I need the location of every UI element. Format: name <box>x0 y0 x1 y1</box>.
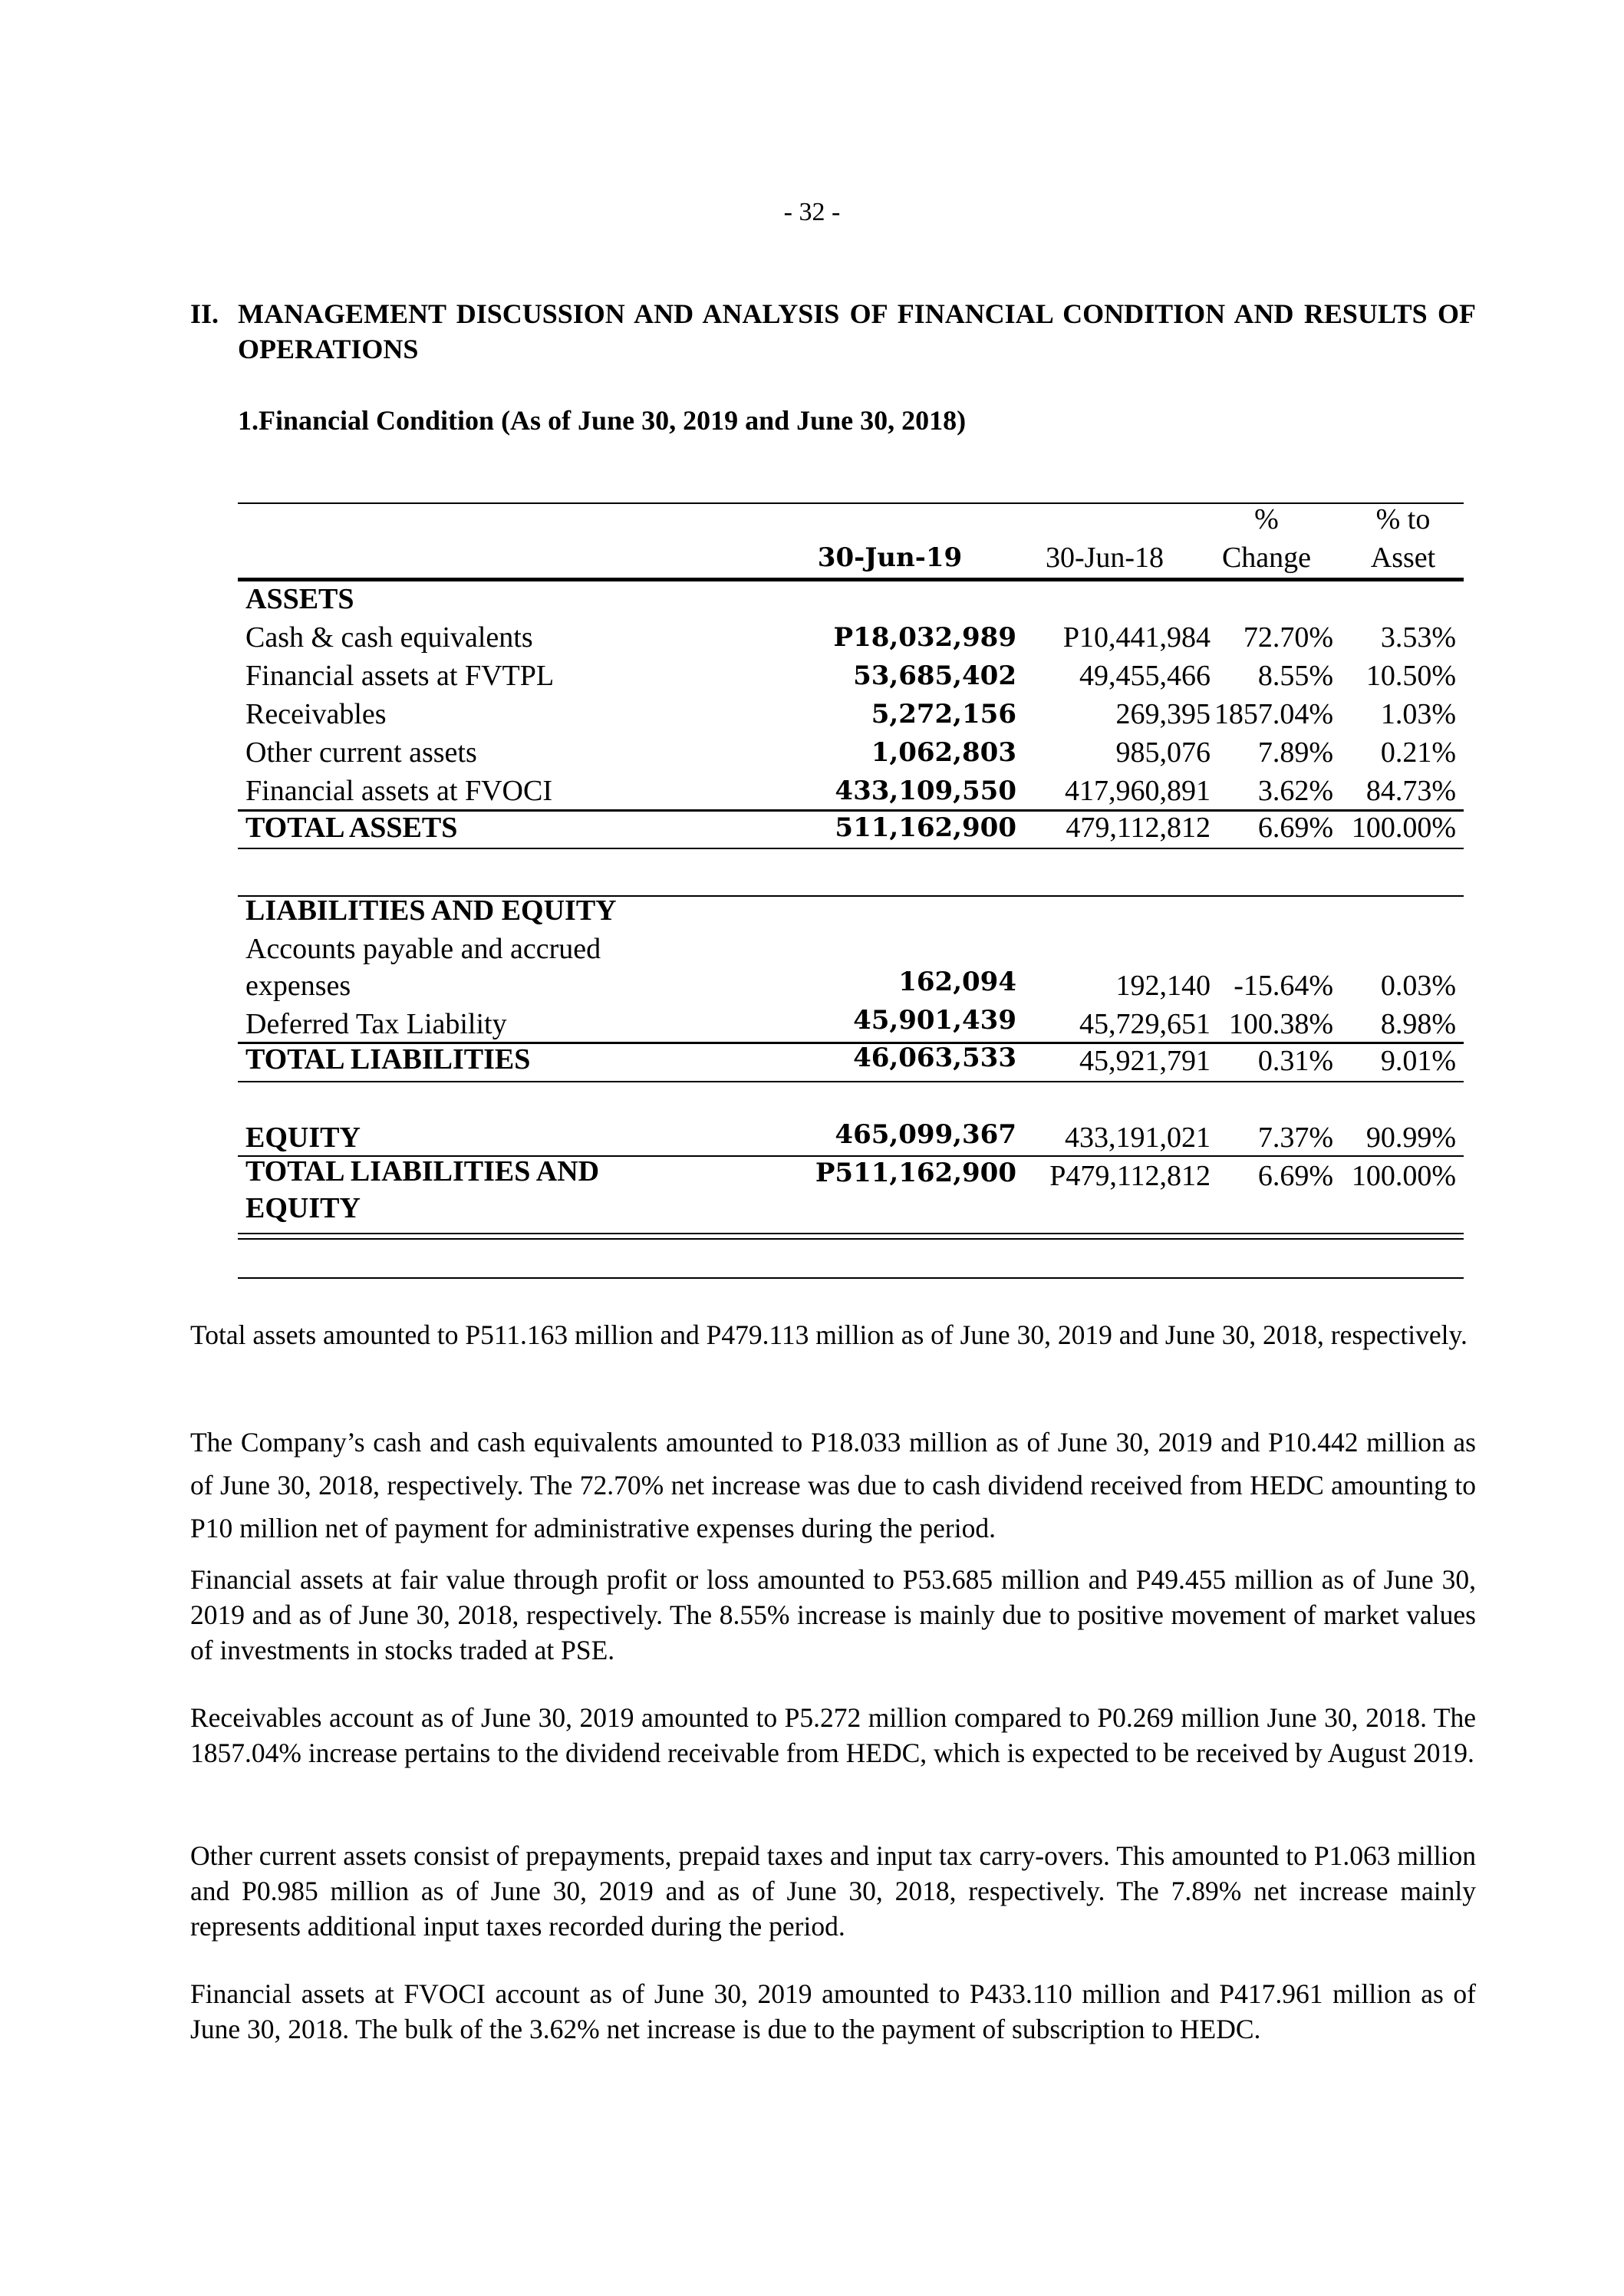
accounts-payable-change: -15.64% <box>1234 970 1333 1002</box>
total-assets-to-asset: 100.00% <box>1351 812 1456 844</box>
asset-row-label: Receivables <box>245 698 387 730</box>
paragraph-total-assets: Total assets amounted to P511.163 million and P479.113 million as of June 30, 2019 and June 30, 2018, respectively. <box>190 1319 1468 1350</box>
total-liab-equity-2019: P511,162,900 <box>815 1158 1016 1188</box>
section-heading <box>190 296 1476 367</box>
total-assets-rule <box>238 848 1464 849</box>
asset-row-change: 7.89% <box>1257 736 1333 769</box>
asset-row-2018: 49,455,466 <box>1079 660 1211 692</box>
deferred-tax-2018: 45,729,651 <box>1079 1008 1211 1040</box>
asset-row-label: Cash & cash equivalents <box>245 621 533 654</box>
equity-2018: 433,191,021 <box>1065 1122 1211 1154</box>
total-assets-2018: 479,112,812 <box>1066 812 1211 844</box>
deferred-tax-2019: 45,901,439 <box>853 1005 1016 1036</box>
equity-change: 7.37% <box>1257 1122 1333 1154</box>
header-30-jun-18: 30-Jun-18 <box>1045 542 1164 574</box>
total-liab-equity-to-asset: 100.00% <box>1351 1160 1456 1192</box>
paragraph-fvoci: Financial assets at FVOCI account as of June 30, 2019 amounted to P433.110 million and P417.961 million as of June 30, 2018. The bulk of the 3.62% net increase is due to the payment of subscription to HEDC. <box>190 1978 1476 2044</box>
total-liabilities-change: 0.31% <box>1257 1045 1333 1077</box>
deferred-tax-label: Deferred Tax Liability <box>245 1008 507 1040</box>
section-number: II. <box>190 298 219 329</box>
paragraph-receivables: Receivables account as of June 30, 2019 amounted to P5.272 million compared to P0.269 million June 30, 2018. The 1857.04% increase pertains to the dividend receivable from HEDC, which is expected to be received by August 2019. <box>190 1702 1476 1768</box>
accounts-payable-2018: 192,140 <box>1115 970 1211 1002</box>
section-title: MANAGEMENT DISCUSSION AND ANALYSIS OF FINANCIAL CONDITION AND RESULTS OF OPERATIONS <box>238 298 1476 364</box>
header-pct-to-asset-line1: % to <box>1375 503 1431 535</box>
asset-row-to-asset: 84.73% <box>1365 775 1456 807</box>
asset-row-2019: 5,272,156 <box>871 699 1016 730</box>
asset-row-change: 72.70% <box>1243 621 1333 654</box>
subsection-title: 1.Financial Condition (As of June 30, 2019 and June 30, 2018) <box>238 405 967 436</box>
grand-total-double-rule-top <box>238 1233 1464 1234</box>
header-pct-change-line2: Change <box>1221 542 1312 574</box>
liabilities-equity-heading: LIABILITIES AND EQUITY <box>245 894 617 927</box>
total-liab-equity-2018: P479,112,812 <box>1049 1160 1211 1192</box>
asset-row-label: Financial assets at FVTPL <box>245 660 555 692</box>
asset-row-to-asset: 3.53% <box>1380 621 1456 654</box>
asset-row-2018: P10,441,984 <box>1062 621 1211 654</box>
table-bottom-rule <box>238 1277 1464 1279</box>
paragraph-cash: The Company’s cash and cash equivalents amounted to P18.033 million as of June 30, 2019 and P10.442 million as of June 30, 2018, respectively. The 72.70% net increase was due to cash dividend received from HEDC amounting to P10 million net of payment for administrative expenses during the period. <box>190 1427 1476 1543</box>
asset-row-to-asset: 10.50% <box>1365 660 1456 692</box>
total-assets-change: 6.69% <box>1257 812 1333 844</box>
equity-label: EQUITY <box>245 1122 361 1154</box>
total-liabilities-2018: 45,921,791 <box>1079 1045 1211 1077</box>
total-liabilities-to-asset: 9.01% <box>1380 1045 1456 1077</box>
asset-row-2019: 53,685,402 <box>853 660 1016 691</box>
paragraph-other-current-assets: Other current assets consist of prepayments, prepaid taxes and input tax carry-overs. This amounted to P1.063 million and P0.985 million as of June 30, 2019 and as of June 30, 2018, respectively. The 7.89% net increase mainly represents additional input taxes recorded during the period. <box>190 1840 1476 1942</box>
assets-heading: ASSETS <box>245 583 354 615</box>
asset-row-2018: 269,395 <box>1115 698 1211 730</box>
asset-row-to-asset: 0.21% <box>1380 736 1456 769</box>
total-assets-2019: 511,162,900 <box>835 812 1016 843</box>
deferred-tax-to-asset: 8.98% <box>1380 1008 1456 1040</box>
deferred-tax-change: 100.38% <box>1228 1008 1333 1040</box>
total-liab-equity-change: 6.69% <box>1257 1160 1333 1192</box>
header-pct-to-asset-line2: Asset <box>1370 542 1436 574</box>
equity-to-asset: 90.99% <box>1365 1122 1456 1154</box>
asset-row-label: Financial assets at FVOCI <box>245 775 553 807</box>
header-rule <box>238 578 1464 581</box>
total-assets-label: TOTAL ASSETS <box>245 812 458 844</box>
equity-2019: 465,099,367 <box>835 1119 1016 1150</box>
total-liabilities-2019: 46,063,533 <box>853 1043 1016 1073</box>
asset-row-2019: 1,062,803 <box>871 737 1016 768</box>
total-liabilities-rule <box>238 1081 1464 1082</box>
accounts-payable-2019: 162,094 <box>898 967 1016 997</box>
asset-row-2019: 433,109,550 <box>835 776 1016 806</box>
accounts-payable-to-asset: 0.03% <box>1380 970 1456 1002</box>
asset-row-2018: 417,960,891 <box>1065 775 1211 807</box>
grand-total-double-rule-bottom <box>238 1238 1464 1240</box>
total-liabilities-label: TOTAL LIABILITIES <box>245 1043 531 1076</box>
accounts-payable-label-line2: expenses <box>245 970 351 1002</box>
asset-row-change: 3.62% <box>1257 775 1333 807</box>
asset-row-change: 8.55% <box>1257 660 1333 692</box>
accounts-payable-label-line1: Accounts payable and accrued <box>245 933 601 965</box>
total-liab-equity-label-line1: TOTAL LIABILITIES AND <box>245 1155 600 1188</box>
asset-row-change: 1857.04% <box>1214 698 1333 730</box>
page-number: - 32 - <box>783 198 841 226</box>
asset-row-to-asset: 1.03% <box>1380 698 1456 730</box>
asset-row-label: Other current assets <box>245 736 477 769</box>
total-liab-equity-label-line2: EQUITY <box>245 1192 361 1224</box>
asset-row-2019: P18,032,989 <box>833 622 1016 653</box>
financial-condition-table <box>238 502 1464 1285</box>
header-pct-change-line1: % <box>1254 503 1279 535</box>
header-30-jun-19: 30-Jun-19 <box>817 542 963 573</box>
paragraph-fvtpl: Financial assets at fair value through profit or loss amounted to P53.685 million and P49.455 million as of June 30, 2019 and as of June 30, 2018, respectively. The 8.55% increase is mainly due to positive movement of market values of investments in stocks traded at PSE. <box>190 1564 1476 1665</box>
asset-row-2018: 985,076 <box>1115 736 1211 769</box>
